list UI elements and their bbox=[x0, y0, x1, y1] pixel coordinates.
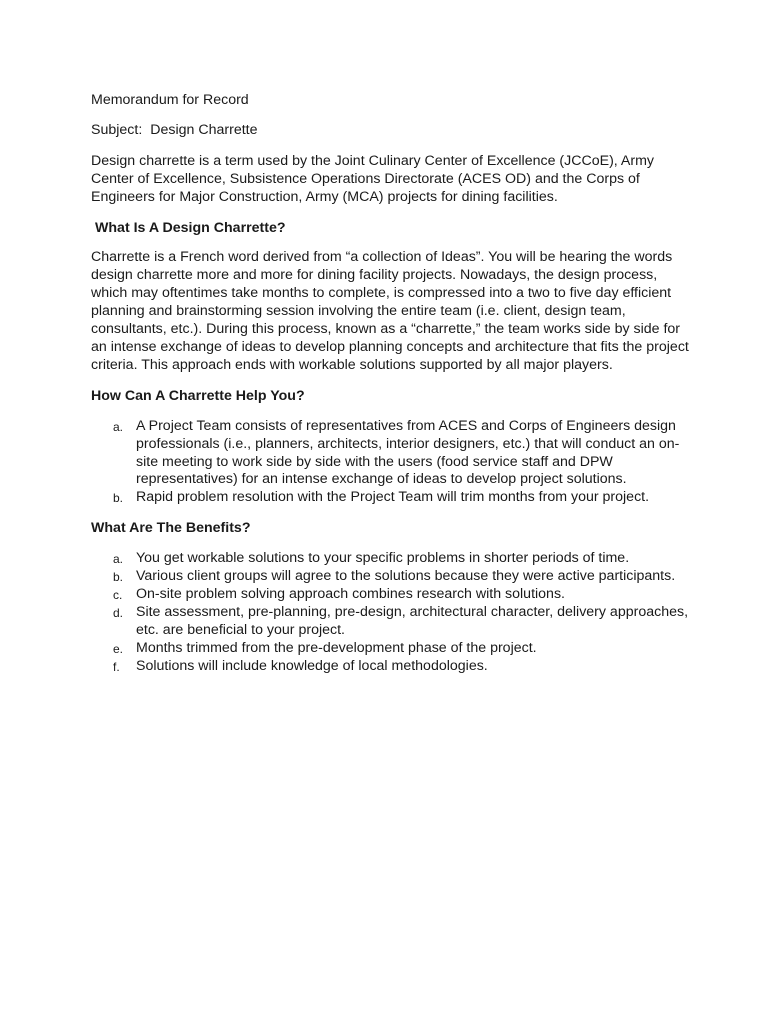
list-item bbox=[91, 586, 691, 604]
list-item-text: Various client groups will agree to the solutions because they were active participants. bbox=[136, 568, 676, 585]
list-marker: a. bbox=[113, 419, 124, 434]
list-marker: f. bbox=[113, 659, 120, 674]
list-marker: b. bbox=[113, 491, 124, 506]
list-item bbox=[91, 640, 691, 658]
subject-value: Design Charrette bbox=[150, 121, 258, 138]
list-item bbox=[91, 568, 691, 586]
list-item bbox=[91, 550, 691, 568]
list-item-text: Site assessment, pre-planning, pre-design, architectural character, delivery approaches, etc. are beneficial to your project. bbox=[136, 603, 689, 638]
list-item bbox=[91, 489, 691, 507]
list-marker: d. bbox=[113, 605, 124, 620]
section-heading-benefits: What Are The Benefits? bbox=[91, 520, 251, 537]
list-marker: b. bbox=[113, 570, 124, 585]
benefits-list bbox=[91, 550, 691, 675]
list-item-text: Months trimmed from the pre-development phase of the project. bbox=[136, 639, 537, 656]
list-marker: a. bbox=[113, 552, 124, 567]
list-item-text: On-site problem solving approach combines research with solutions. bbox=[136, 585, 565, 602]
list-item-text: You get workable solutions to your specific problems in shorter periods of time. bbox=[136, 550, 630, 567]
list-item-text: Solutions will include knowledge of local methodologies. bbox=[136, 657, 488, 674]
list-item bbox=[91, 658, 691, 676]
subject-label: Subject: bbox=[91, 121, 143, 138]
section-heading-how-can-help: How Can A Charrette Help You? bbox=[91, 387, 305, 404]
list-item bbox=[91, 418, 691, 490]
list-marker: c. bbox=[113, 587, 123, 602]
list-item bbox=[91, 604, 691, 640]
memo-subject bbox=[91, 122, 691, 140]
intro-paragraph: Design charrette is a term used by the Joint Culinary Center of Excellence (JCCoE), Army Center of Excellence, Subsistence Operations Directorate (ACES OD) and the Corps of Engineers for Major Construction, Army (MCA) projects for dining facilities. bbox=[91, 152, 654, 205]
section-heading-what-is: What Is A Design Charrette? bbox=[95, 219, 286, 236]
section-body-what-is: Charrette is a French word derived from “a collection of Ideas”. You will be hearing the words design charrette more and more for dining facility projects. Nowadays, the design process, which may oftentimes take months to complete, is compressed into a two to five day efficient planning and brainstorming session involving the entire team (i.e. client, design team, consultants, etc.). During this process, known as a “charrette,” the team works side by side for an intense exchange of ideas to develop planning concepts and architecture that fits the project criteria. This approach ends with workable solutions supported by all major players. bbox=[91, 249, 689, 373]
list-marker: e. bbox=[113, 641, 124, 656]
memo-title: Memorandum for Record bbox=[91, 92, 249, 108]
list-item-text: Rapid problem resolution with the Project Team will trim months from your project. bbox=[136, 489, 650, 506]
list-item-text: A Project Team consists of representatives from ACES and Corps of Engineers design professionals (i.e., planners, architects, interior designers, etc.) that will conduct an on-site meeting to work side by side with the users (food service staff and DPW representatives) for an intense exchange of ideas to develop project solutions. bbox=[136, 417, 680, 488]
memo-document bbox=[91, 92, 691, 688]
help-list bbox=[91, 418, 691, 508]
